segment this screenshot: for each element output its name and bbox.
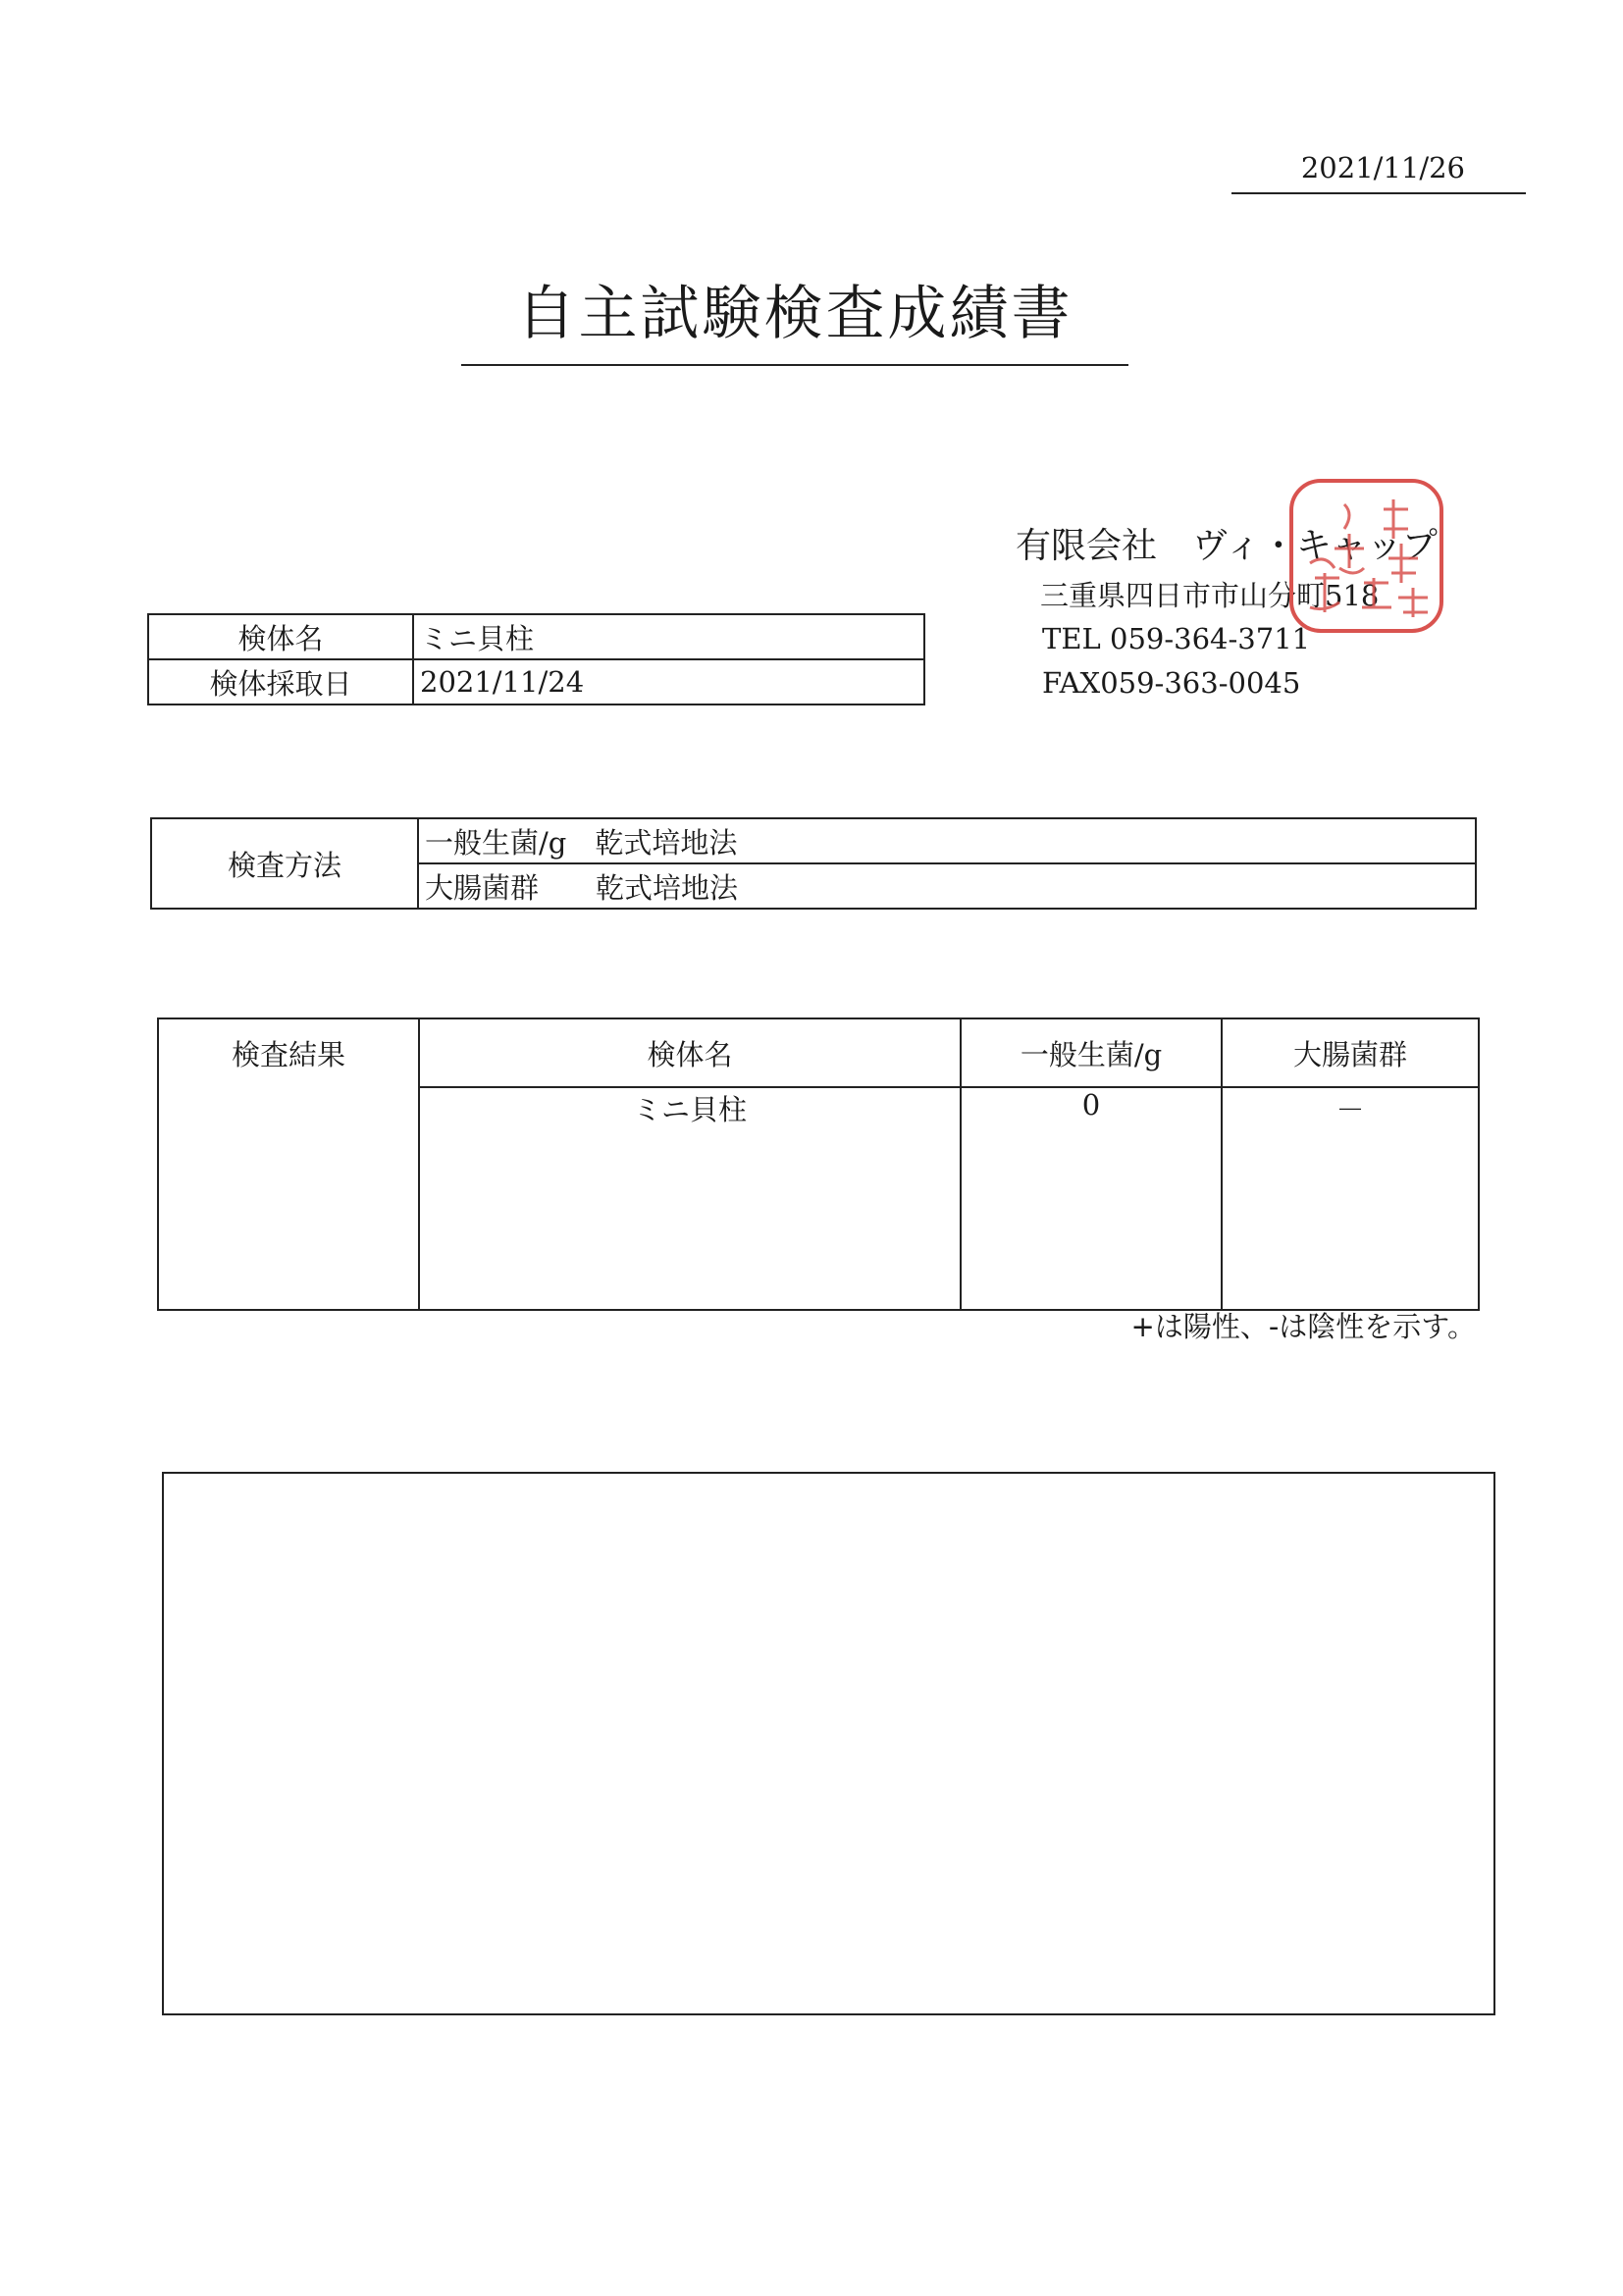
table-row [151, 818, 1476, 863]
company-tel: TEL 059-364-3711 [1042, 622, 1311, 655]
method-label: 検査方法 [151, 818, 418, 909]
company-fax: FAX059-363-0045 [1042, 666, 1301, 700]
sample-info-table [147, 613, 925, 705]
issue-date-text: 2021/11/26 [1300, 151, 1465, 184]
method-line-2: 大腸菌群 乾式培地法 [418, 863, 1476, 909]
result-sample: ミニ貝柱 [419, 1087, 961, 1310]
results-note: +は陽性、-は陰性を示す。 [1130, 1310, 1476, 1343]
header-sample: 検体名 [419, 1018, 961, 1087]
sample-date-label: 検体採取日 [148, 659, 413, 704]
table-row [148, 659, 924, 704]
document-title-text: 自主試験検査成績書 [516, 280, 1073, 348]
document-title [461, 270, 1128, 366]
company-name: 有限会社 ヴィ・キャップ [1016, 526, 1438, 566]
result-general-bacteria: 0 [961, 1087, 1222, 1310]
method-line-1: 一般生菌/g 乾式培地法 [418, 818, 1476, 863]
sample-name-label: 検体名 [148, 614, 413, 659]
results-label: 検査結果 [158, 1018, 419, 1310]
company-address: 三重県四日市市山分町518 [1040, 579, 1380, 612]
table-header-row [158, 1018, 1479, 1087]
result-coliform: － [1222, 1087, 1479, 1310]
header-coliform: 大腸菌群 [1222, 1018, 1479, 1087]
method-table [150, 817, 1477, 910]
table-row [148, 614, 924, 659]
company-seal-icon [1285, 475, 1447, 637]
remarks-box [162, 1472, 1495, 2015]
header-general-bacteria: 一般生菌/g [961, 1018, 1222, 1087]
sample-name-value: ミニ貝柱 [413, 614, 924, 659]
results-table [157, 1018, 1480, 1311]
issue-date [1231, 147, 1526, 194]
sample-date-value: 2021/11/24 [413, 659, 924, 704]
